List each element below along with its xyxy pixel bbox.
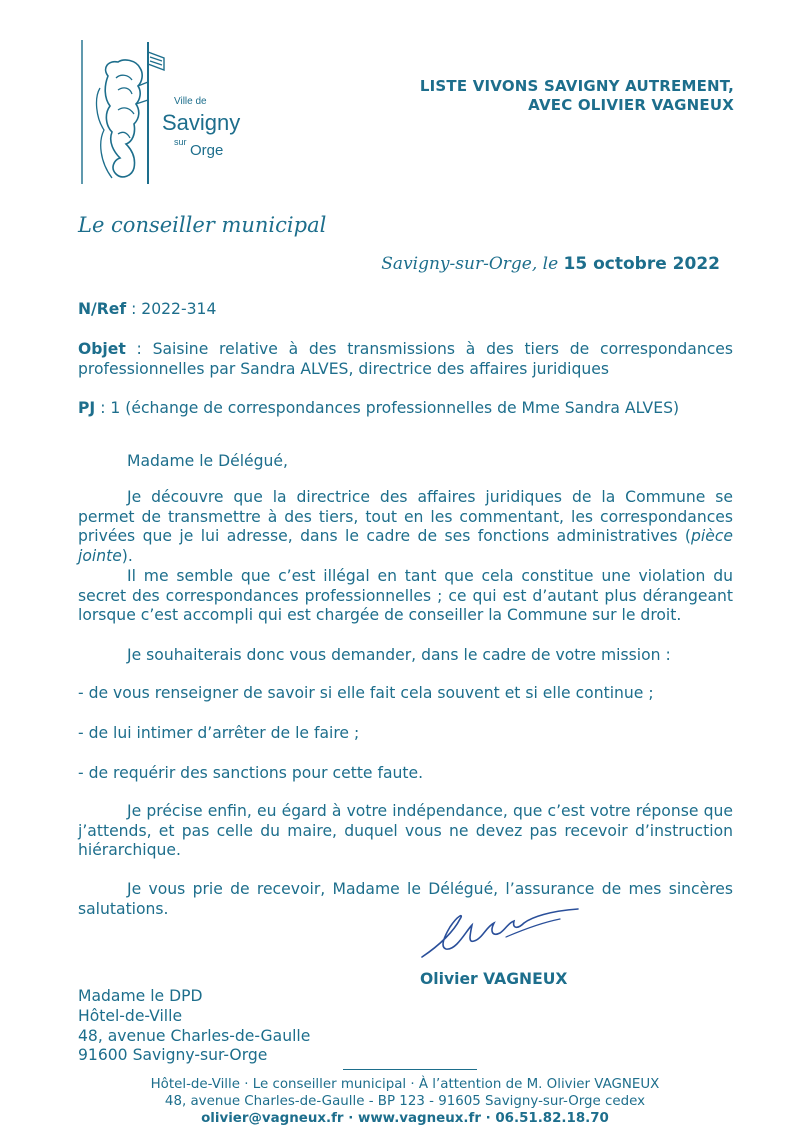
logo-text-sub2: Orge	[190, 142, 224, 159]
list-name-line1: LISTE VIVONS SAVIGNY AUTREMENT,	[419, 77, 734, 95]
paragraph-1-italic: pièce jointe	[78, 527, 733, 565]
reference-line	[78, 300, 733, 320]
subject-line	[78, 340, 733, 379]
footer-divider	[343, 1069, 477, 1070]
attachment-line	[78, 399, 733, 419]
list-item-3: - de requérir des sanctions pour cette faute.	[78, 764, 424, 782]
logo-text-sub1: sur	[174, 137, 187, 147]
recipient-line-3: 48, avenue Charles-de-Gaulle	[78, 1026, 311, 1045]
sender-role: Le conseiller municipal	[78, 213, 327, 237]
reference-value: 2022-314	[141, 300, 217, 318]
dateline-place: Savigny-sur-Orge, le	[381, 254, 559, 274]
attachment-label: PJ	[78, 399, 96, 417]
subject-value: Saisine relative à des transmissions à des tiers de correspondances professionnelles par Sandra ALVES, directrice des affaires juridiques	[78, 340, 733, 378]
reference-label: N/Ref	[78, 300, 127, 318]
attachment-value: 1 (échange de correspondances professionnelles de Mme Sandra ALVES)	[110, 399, 680, 417]
paragraph-2: Il me semble que c’est illégal en tant que cela constitue une violation du secret des correspondances professionnelles ; ce qui est d’autant plus dérangeant lorsque c’est accompli qui est chargée de conseiller la Commune sur le droit.	[78, 567, 733, 624]
ville-de-savigny-logo	[78, 38, 248, 188]
signer-name: Olivier VAGNEUX	[420, 970, 568, 988]
footer-line-2: 48, avenue Charles-de-Gaulle - BP 123 - 91605 Savigny-sur-Orge cedex	[164, 1094, 646, 1109]
paragraph-3: Je souhaiterais donc vous demander, dans le cadre de votre mission :	[127, 646, 671, 664]
paragraph-1-text-b: ).	[121, 546, 133, 565]
paragraph-1	[78, 488, 733, 566]
recipient-line-2: Hôtel-de-Ville	[78, 1006, 183, 1025]
subject-label: Objet	[78, 340, 126, 358]
dateline-date: 15 octobre 2022	[563, 254, 720, 274]
list-item-1: - de vous renseigner de savoir si elle fait cela souvent et si elle continue ;	[78, 684, 654, 702]
subject-sep: :	[125, 340, 153, 358]
reference-sep: :	[126, 300, 142, 318]
recipient-line-1: Madame le DPD	[78, 987, 203, 1005]
recipient-line-4: 91600 Savigny-sur-Orge	[78, 1046, 268, 1065]
attachment-sep: :	[95, 399, 111, 417]
handwritten-signature	[410, 897, 600, 967]
dateline	[381, 254, 720, 274]
recipient-address	[78, 987, 310, 1066]
paragraph-1-text-a: Je découvre que la directrice des affaires juridiques de la Commune se permet de transmettre à des tiers, tout en les commentant, les correspondances privées que je lui adresse, dans le cadre de ses fonctions administratives (	[78, 488, 733, 545]
list-item-2: - de lui intimer d’arrêter de le faire ;	[78, 724, 360, 742]
paragraph-4: Je précise enfin, eu égard à votre indépendance, que c’est votre réponse que j’attends, et pas celle du maire, duquel vous ne devez pas recevoir d’instruction hiérarchique.	[78, 802, 733, 859]
paragraph-5: Je vous prie de recevoir, Madame le Délégué, l’assurance de mes sincères salutations.	[78, 880, 733, 918]
logo-text-small: Ville de	[174, 96, 207, 107]
footer-contact: olivier@vagneux.fr · www.vagneux.fr · 06.51.82.18.70	[201, 1111, 609, 1126]
footer-line-1: Hôtel-de-Ville · Le conseiller municipal · À l’attention de M. Olivier VAGNEUX	[150, 1077, 660, 1092]
salutation: Madame le Délégué,	[127, 452, 288, 470]
list-name-line2: AVEC OLIVIER VAGNEUX	[528, 96, 734, 114]
logo-text-main: Savigny	[162, 110, 241, 135]
